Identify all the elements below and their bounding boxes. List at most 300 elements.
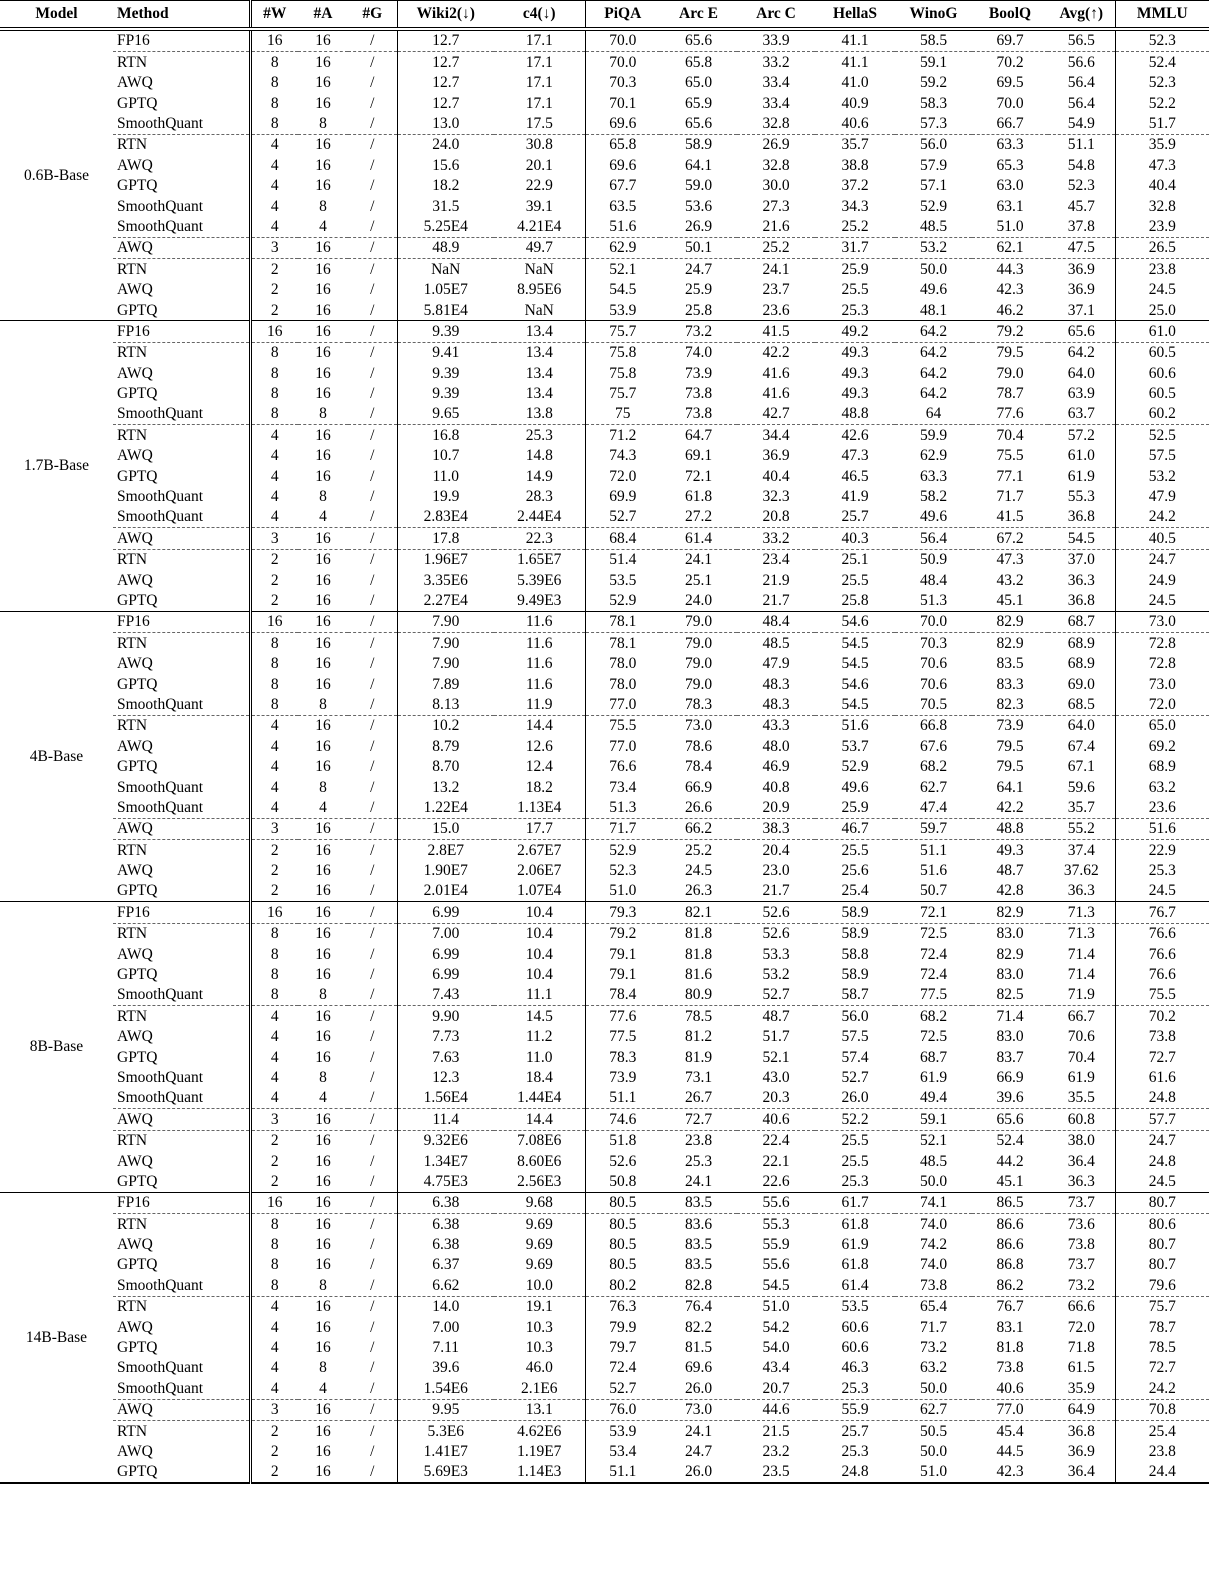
value-cell: 72.4 (609, 1359, 637, 1377)
value-cell: / (348, 1275, 397, 1296)
value-cell: 52.6 (762, 903, 790, 921)
value-cell: 16 (298, 342, 348, 363)
value-cell: 59.7 (895, 818, 972, 839)
method-cell: RTN (113, 1214, 250, 1235)
value-cell: 6.38 (432, 1194, 460, 1212)
value-cell: / (348, 861, 397, 881)
value-cell: 79.2 (996, 322, 1024, 340)
value-cell: 4 (270, 1048, 279, 1066)
model-label: 14B-Base (25, 1328, 88, 1346)
value-cell: 52.7 (762, 986, 790, 1004)
value-cell: 56.5 (1048, 29, 1115, 52)
value-cell: 41.6 (762, 385, 790, 403)
value-cell: 68.9 (1148, 758, 1176, 776)
value-cell: 58.7 (841, 986, 869, 1004)
value-cell: 16 (298, 1296, 348, 1317)
table-row (0, 528, 1209, 549)
value-cell: 69.6 (684, 1359, 713, 1377)
value-cell: 75 (615, 405, 631, 423)
method-cell: SmoothQuant (113, 196, 250, 216)
value-cell: 22.9 (1115, 840, 1209, 861)
value-cell: 37.2 (841, 177, 869, 195)
value-cell: 24.5 (1148, 1172, 1176, 1190)
value-cell: 10.4 (494, 965, 585, 985)
table-row (0, 923, 1209, 944)
value-cell: / (348, 487, 397, 507)
value-cell: 73.8 (1148, 1028, 1176, 1046)
table-row (0, 342, 1209, 363)
value-cell: / (348, 196, 397, 216)
value-cell: 11.6 (494, 674, 585, 694)
value-cell: 79.2 (585, 923, 660, 944)
value-cell: 72.4 (919, 966, 948, 984)
value-cell: 25.9 (841, 798, 869, 816)
value-cell: 49.4 (919, 1089, 948, 1107)
method-cell: GPTQ (113, 965, 250, 985)
value-cell: 24.8 (1148, 1089, 1176, 1107)
header-cell: MMLU (1115, 1, 1209, 30)
value-cell: 64.1 (996, 778, 1024, 796)
value-cell: 64.7 (660, 425, 737, 446)
value-cell: 51.4 (585, 549, 660, 570)
method-cell: RTN (113, 840, 250, 861)
value-cell: 16 (315, 1256, 331, 1274)
value-cell: / (348, 1255, 397, 1275)
value-cell: 4 (270, 1359, 279, 1377)
value-cell: 54.5 (841, 655, 869, 673)
value-cell: 58.5 (919, 32, 948, 50)
value-cell: 30.8 (494, 134, 585, 155)
table-row (0, 237, 1209, 258)
value-cell: 25.7 (815, 1421, 895, 1442)
value-cell: 49.2 (841, 322, 869, 340)
value-cell: 8 (270, 675, 279, 693)
table-row (0, 1275, 1209, 1296)
value-cell: 26.7 (684, 1089, 713, 1107)
value-cell: 32.8 (1148, 197, 1176, 215)
value-cell: 1.54E6 (423, 1379, 468, 1397)
value-cell: / (348, 985, 397, 1006)
value-cell: 79.1 (609, 966, 637, 984)
value-cell: 19.9 (432, 488, 460, 506)
value-cell: 8 (270, 74, 279, 92)
method-cell: SmoothQuant (113, 777, 250, 797)
value-cell: / (348, 736, 397, 756)
value-cell: 73.1 (684, 1068, 713, 1086)
value-cell: 73.9 (972, 715, 1048, 736)
value-cell: 76.4 (660, 1296, 737, 1317)
value-cell: 51.1 (895, 840, 972, 861)
value-cell: 86.6 (972, 1214, 1048, 1235)
value-cell: 58.9 (815, 923, 895, 944)
value-cell: 52.3 (609, 862, 637, 880)
value-cell: 2.8E7 (397, 840, 494, 861)
method-cell: RTN (113, 1421, 250, 1442)
value-cell: 9.39 (432, 385, 460, 403)
value-cell: 42.2 (996, 798, 1024, 816)
value-cell: 52.2 (1148, 94, 1176, 112)
value-cell: 17.5 (494, 114, 585, 135)
method-cell: SmoothQuant (113, 797, 250, 818)
value-cell: 25.5 (841, 281, 869, 299)
value-cell: 4 (270, 1339, 279, 1357)
value-cell: 24.5 (684, 862, 713, 880)
value-cell: 13.4 (494, 342, 585, 363)
value-cell: 68.2 (919, 758, 948, 776)
value-cell: / (348, 1192, 397, 1213)
value-cell: 18.2 (494, 777, 585, 797)
value-cell: 8 (319, 986, 327, 1004)
method-cell: RTN (113, 715, 250, 736)
value-cell: 16 (298, 1214, 348, 1235)
value-cell: 2 (270, 1172, 279, 1190)
value-cell: 36.8 (1048, 591, 1115, 612)
table-row (0, 695, 1209, 716)
value-cell: 78.0 (609, 655, 637, 673)
value-cell: / (348, 29, 397, 52)
value-cell: / (348, 570, 397, 590)
value-cell: / (348, 902, 397, 923)
value-cell: 72.1 (684, 467, 713, 485)
table-row (0, 797, 1209, 818)
value-cell: 58.3 (919, 94, 948, 112)
value-cell: 3 (250, 528, 298, 549)
value-cell: 58.9 (660, 134, 737, 155)
value-cell: 70.4 (972, 425, 1048, 446)
value-cell: 34.3 (841, 197, 869, 215)
table-row (0, 549, 1209, 570)
value-cell: 50.0 (895, 259, 972, 280)
value-cell: / (348, 695, 397, 716)
value-cell: 42.2 (737, 342, 815, 363)
method-cell: AWQ (113, 861, 250, 881)
value-cell: 65.6 (972, 1109, 1048, 1130)
value-cell: 2 (270, 1463, 279, 1481)
value-cell: 71.9 (1048, 985, 1115, 1006)
value-cell: 24.5 (1148, 281, 1176, 299)
value-cell: 24.1 (684, 1172, 713, 1190)
value-cell: 4 (270, 488, 279, 506)
model-section (0, 29, 1209, 321)
value-cell: 70.3 (609, 74, 637, 92)
value-cell: 9.65 (432, 405, 460, 423)
value-cell: 16 (315, 281, 331, 299)
value-cell: 47.3 (841, 447, 869, 465)
value-cell: 49.7 (494, 237, 585, 258)
value-cell: 80.6 (1115, 1214, 1209, 1235)
value-cell: 6.99 (432, 945, 460, 963)
value-cell: 52.7 (609, 508, 637, 526)
value-cell: 73.6 (1048, 1214, 1115, 1235)
table-row (0, 321, 1209, 342)
value-cell: 16 (267, 322, 283, 340)
value-cell: 16 (267, 903, 283, 921)
table-row (0, 840, 1209, 861)
table-row (0, 1296, 1209, 1317)
method-cell: RTN (113, 342, 250, 363)
value-cell: 25.7 (841, 508, 869, 526)
value-cell: 50.7 (919, 882, 948, 900)
value-cell: 7.43 (432, 986, 460, 1004)
value-cell: 41.9 (841, 488, 869, 506)
value-cell: 62.7 (895, 1399, 972, 1420)
value-cell: 70.0 (585, 52, 660, 73)
method-cell: AWQ (113, 73, 250, 93)
value-cell: 61.8 (684, 488, 713, 506)
value-cell: 16 (315, 571, 331, 589)
method-cell: AWQ (113, 1317, 250, 1337)
value-cell: / (348, 881, 397, 902)
value-cell: 16 (267, 613, 283, 631)
value-cell: 72.0 (1048, 1317, 1115, 1337)
table-row (0, 280, 1209, 300)
value-cell: 59.2 (919, 74, 948, 92)
value-cell: 1.41E7 (423, 1443, 468, 1460)
value-cell: 69.1 (684, 447, 713, 465)
value-cell: 38.3 (737, 818, 815, 839)
value-cell: 53.7 (841, 737, 869, 755)
value-cell: 4 (270, 1089, 279, 1107)
value-cell: 34.4 (737, 425, 815, 446)
value-cell: 52.3 (1148, 74, 1176, 92)
value-cell: 23.9 (1148, 217, 1176, 235)
value-cell: / (348, 1006, 397, 1027)
value-cell: 71.8 (1048, 1338, 1115, 1358)
value-cell: 82.5 (996, 986, 1024, 1004)
value-cell: 39.6 (432, 1359, 460, 1377)
value-cell: 13.1 (494, 1399, 585, 1420)
value-cell: 56.0 (895, 134, 972, 155)
value-cell: 53.5 (815, 1296, 895, 1317)
value-cell: 16 (298, 715, 348, 736)
value-cell: 6.99 (432, 903, 460, 921)
value-cell: 63.7 (1048, 404, 1115, 425)
table-row (0, 507, 1209, 528)
value-cell: 65.3 (996, 156, 1024, 174)
value-cell: / (348, 1399, 397, 1420)
value-cell: 54.5 (815, 633, 895, 654)
value-cell: 24.2 (1148, 1379, 1176, 1397)
value-cell: 63.3 (972, 134, 1048, 155)
value-cell: 63.3 (919, 467, 948, 485)
table-row (0, 818, 1209, 839)
value-cell: 80.2 (609, 1276, 637, 1294)
value-cell: 73.8 (1048, 1235, 1115, 1255)
value-cell: 67.1 (1048, 757, 1115, 777)
method-cell: AWQ (113, 944, 250, 964)
value-cell: 8 (319, 1359, 327, 1377)
value-cell: 26.0 (684, 1379, 713, 1397)
table-row (0, 1192, 1209, 1213)
value-cell: 25.2 (737, 237, 815, 258)
value-cell: 16 (267, 32, 283, 50)
value-cell: 71.7 (585, 818, 660, 839)
value-cell: 57.3 (919, 115, 948, 132)
value-cell: / (348, 1338, 397, 1358)
value-cell: / (348, 777, 397, 797)
value-cell: / (348, 840, 397, 861)
value-cell: 8 (250, 52, 298, 73)
value-cell: 1.22E4 (423, 798, 468, 816)
value-cell: 2 (270, 882, 279, 900)
value-cell: 31.7 (815, 237, 895, 258)
value-cell: / (348, 52, 397, 73)
value-cell: / (348, 176, 397, 196)
header-cell: HellaS (815, 1, 895, 30)
method-cell: FP16 (113, 611, 250, 632)
value-cell: / (348, 611, 397, 632)
value-cell: 83.0 (972, 923, 1048, 944)
value-cell: 52.3 (1148, 32, 1176, 50)
value-cell: 65.0 (684, 74, 713, 92)
value-cell: 55.3 (1048, 487, 1115, 507)
value-cell: 83.7 (996, 1048, 1024, 1066)
value-cell: 7.11 (432, 1339, 460, 1357)
method-cell: RTN (113, 259, 250, 280)
value-cell: 41.5 (996, 508, 1024, 526)
value-cell: 46.5 (841, 467, 869, 485)
value-cell: 39.1 (494, 196, 585, 216)
value-cell: 11.9 (494, 695, 585, 716)
value-cell: 36.3 (1048, 881, 1115, 902)
value-cell: 4 (250, 1296, 298, 1317)
value-cell: 86.6 (996, 1236, 1024, 1254)
value-cell: 3 (250, 1399, 298, 1420)
value-cell: 2 (270, 301, 279, 319)
value-cell: 72.5 (919, 1028, 948, 1046)
table-row (0, 1421, 1209, 1442)
value-cell: 4 (270, 197, 279, 215)
method-cell: SmoothQuant (113, 1088, 250, 1109)
value-cell: 8 (319, 488, 327, 506)
value-cell: / (348, 114, 397, 135)
value-cell: 82.3 (996, 695, 1024, 713)
value-cell: 8 (270, 364, 279, 382)
value-cell: 11.2 (494, 1027, 585, 1047)
value-cell: 24.5 (1148, 882, 1176, 900)
value-cell: 76.6 (1148, 966, 1176, 984)
header-cell: Method (113, 1, 250, 30)
model-section (0, 902, 1209, 1192)
value-cell: 33.4 (762, 74, 790, 92)
value-cell: 64.2 (895, 342, 972, 363)
value-cell: 51.1 (609, 1089, 637, 1107)
value-cell: 2 (270, 862, 279, 880)
value-cell: 52.9 (841, 758, 869, 776)
value-cell: 60.8 (1048, 1109, 1115, 1130)
value-cell: 73.8 (684, 405, 713, 423)
value-cell: 66.8 (895, 715, 972, 736)
header-cell: #A (298, 1, 348, 30)
value-cell: 40.3 (815, 528, 895, 549)
value-cell: 71.2 (585, 425, 660, 446)
value-cell: 8 (250, 633, 298, 654)
table-row (0, 591, 1209, 612)
value-cell: 54.5 (841, 695, 869, 713)
value-cell: / (348, 1358, 397, 1378)
value-cell: 3 (250, 1109, 298, 1130)
value-cell: 71.3 (1048, 923, 1115, 944)
value-cell: 69.6 (609, 156, 637, 174)
value-cell: 50.0 (919, 1379, 948, 1397)
table-row (0, 861, 1209, 881)
table-row (0, 1006, 1209, 1027)
value-cell: / (348, 300, 397, 321)
value-cell: 68.9 (1048, 654, 1115, 674)
value-cell: 8 (319, 1068, 327, 1086)
value-cell: 54.6 (841, 613, 869, 631)
value-cell: / (348, 466, 397, 486)
value-cell: 54.0 (762, 1339, 790, 1357)
table-row (0, 1378, 1209, 1399)
method-cell: SmoothQuant (113, 507, 250, 528)
value-cell: 70.6 (1048, 1027, 1115, 1047)
value-cell: 16 (298, 818, 348, 839)
value-cell: 46.2 (996, 301, 1024, 319)
value-cell: / (348, 342, 397, 363)
value-cell: 24.7 (684, 1443, 713, 1460)
table-row (0, 446, 1209, 466)
method-cell: GPTQ (113, 674, 250, 694)
value-cell: 16 (315, 156, 331, 174)
value-cell: 66.7 (996, 115, 1024, 132)
value-cell: 81.5 (684, 1339, 713, 1357)
value-cell: 25.1 (684, 571, 713, 589)
value-cell: 75.5 (996, 447, 1024, 465)
value-cell: 16 (298, 1399, 348, 1420)
value-cell: 45.4 (972, 1421, 1048, 1442)
value-cell: 8.13 (432, 695, 460, 713)
value-cell: 2 (270, 591, 279, 609)
value-cell: 2 (250, 1421, 298, 1442)
value-cell: 36.4 (1048, 1462, 1115, 1483)
value-cell: / (348, 384, 397, 404)
table-row (0, 1027, 1209, 1047)
value-cell: 74.0 (660, 342, 737, 363)
value-cell: 43.4 (762, 1359, 790, 1377)
value-cell: 51.6 (609, 217, 637, 235)
value-cell: 66.9 (996, 1068, 1024, 1086)
value-cell: 12.7 (432, 74, 460, 92)
value-cell: 82.9 (996, 945, 1024, 963)
value-cell: 8 (250, 1214, 298, 1235)
value-cell: 2 (270, 281, 279, 299)
value-cell: 3 (250, 237, 298, 258)
value-cell: 33.9 (762, 32, 790, 50)
method-cell: RTN (113, 1296, 250, 1317)
value-cell: 43.0 (762, 1068, 790, 1086)
value-cell: 16 (315, 613, 331, 631)
value-cell: 16 (315, 322, 331, 340)
value-cell: 68.4 (585, 528, 660, 549)
value-cell: / (348, 591, 397, 612)
value-cell: 14.8 (494, 446, 585, 466)
value-cell: 40.8 (762, 778, 790, 796)
value-cell: 24.5 (1148, 591, 1176, 609)
value-cell: 7.00 (432, 1318, 460, 1336)
table-row (0, 1088, 1209, 1109)
value-cell: / (348, 507, 397, 528)
table-row (0, 52, 1209, 73)
value-cell: 59.1 (895, 1109, 972, 1130)
value-cell: 65.0 (1115, 715, 1209, 736)
method-cell: AWQ (113, 1109, 250, 1130)
value-cell: 47.5 (1048, 237, 1115, 258)
value-cell: 25.9 (815, 259, 895, 280)
method-cell: AWQ (113, 363, 250, 383)
value-cell: 4 (270, 1379, 279, 1397)
value-cell: 12.6 (494, 736, 585, 756)
